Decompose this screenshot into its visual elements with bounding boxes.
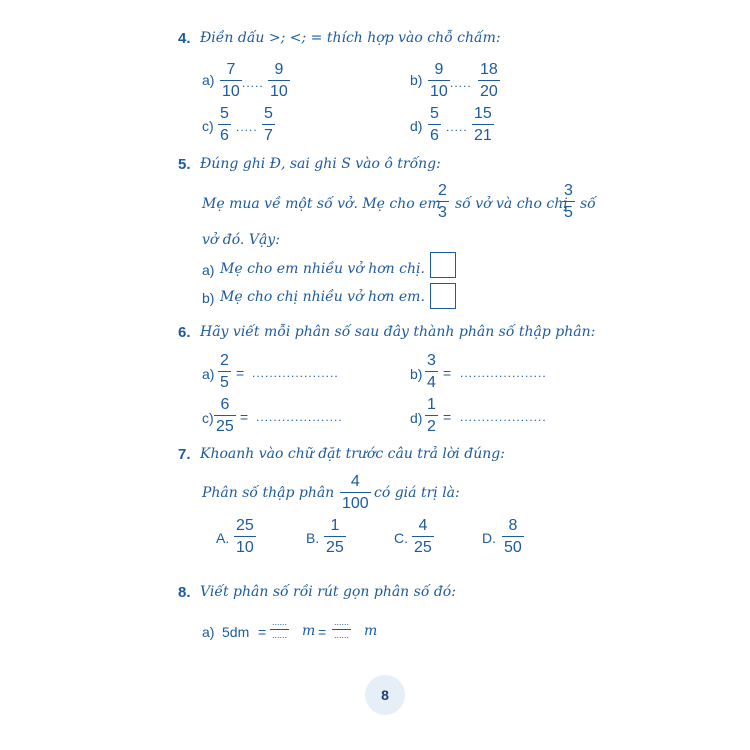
ex6-a-label: a) <box>202 366 215 382</box>
ex8-a-equals-2: = <box>318 624 327 640</box>
ex8-a-blank-fraction-2[interactable]: ...... ...... <box>334 617 350 640</box>
ex7-option-a-label[interactable]: A. <box>216 530 230 546</box>
ex8-number: 8. <box>178 584 191 601</box>
ex5-story-part1: Mẹ mua về một số vở. Mẹ cho em <box>202 196 441 212</box>
ex4-b-label: b) <box>410 72 423 88</box>
ex8-a-label: a) <box>202 624 215 640</box>
ex7-number: 7. <box>178 446 191 463</box>
ex4-d-left-fraction: $\frac{5}{6}$ <box>430 105 439 144</box>
ex6-c-answer-blank[interactable]: .................... <box>256 410 343 424</box>
ex4-b-dots[interactable]: ..... <box>450 76 472 90</box>
ex6-c-equals: = <box>240 409 249 425</box>
ex4-a-dots[interactable]: ..... <box>242 76 264 90</box>
ex6-b-answer-blank[interactable]: .................... <box>460 366 547 380</box>
ex4-c-right-fraction: $\frac{5}{7}$ <box>264 105 273 144</box>
ex4-a-left-fraction: $\frac{7}{10}$ <box>222 61 240 100</box>
ex7-option-d-fraction[interactable]: $\frac{8}{50}$ <box>504 517 522 556</box>
page-number-badge: 8 <box>365 675 405 715</box>
ex4-b-left-fraction: $\frac{9}{10}$ <box>430 61 448 100</box>
ex5-a-answer-box[interactable] <box>430 252 456 278</box>
ex6-d-fraction: $\frac{1}{2}$ <box>427 396 436 435</box>
ex6-a-fraction: $\frac{2}{5}$ <box>220 352 229 391</box>
ex5-story-part3: số <box>580 196 596 212</box>
ex4-c-label: c) <box>202 118 214 134</box>
ex4-instruction: Điền dấu >; <; = thích hợp vào chỗ chấm: <box>200 30 501 46</box>
ex4-number: 4. <box>178 30 191 47</box>
ex4-a-label: a) <box>202 72 215 88</box>
ex6-b-fraction: $\frac{3}{4}$ <box>427 352 436 391</box>
ex8-a-equals-1: = <box>258 624 267 640</box>
ex5-story-part2: số vở và cho chị <box>455 196 568 212</box>
ex5-a-label: a) <box>202 262 215 278</box>
ex7-option-c-fraction[interactable]: $\frac{4}{25}$ <box>414 517 432 556</box>
ex4-c-left-fraction: $\frac{5}{6}$ <box>220 105 229 144</box>
ex7-option-c-label[interactable]: C. <box>394 530 408 546</box>
ex7-option-d-label[interactable]: D. <box>482 530 496 546</box>
ex5-number: 5. <box>178 156 191 173</box>
ex6-d-equals: = <box>443 409 452 425</box>
ex6-d-label: d) <box>410 410 423 426</box>
ex4-d-label: d) <box>410 118 423 134</box>
ex5-instruction: Đúng ghi Đ, sai ghi S vào ô trống: <box>200 156 441 172</box>
ex6-a-answer-blank[interactable]: .................... <box>252 366 339 380</box>
ex6-d-answer-blank[interactable]: .................... <box>460 410 547 424</box>
ex5-b-answer-box[interactable] <box>430 283 456 309</box>
ex7-question-part2: có giá trị là: <box>374 485 460 501</box>
ex5-fraction-chi: $\frac{3}{5}$ <box>564 182 573 221</box>
ex4-a-right-fraction: $\frac{9}{10}$ <box>270 61 288 100</box>
ex4-d-dots[interactable]: ..... <box>446 120 468 134</box>
ex7-instruction: Khoanh vào chữ đặt trước câu trả lời đúng: <box>200 446 505 462</box>
ex6-b-label: b) <box>410 366 423 382</box>
ex6-instruction: Hãy viết mỗi phân số sau đây thành phân số thập phân: <box>200 324 596 340</box>
ex8-a-blank-fraction-1[interactable]: ...... ...... <box>272 617 288 640</box>
ex5-b-label: b) <box>202 290 215 306</box>
ex5-b-statement: Mẹ cho chị nhiều vở hơn em. <box>220 289 425 305</box>
ex4-d-right-fraction: $\frac{15}{21}$ <box>474 105 492 144</box>
ex5-a-statement: Mẹ cho em nhiều vở hơn chị. <box>220 261 425 277</box>
ex8-a-unit-2: m <box>364 623 378 639</box>
ex6-b-equals: = <box>443 365 452 381</box>
ex7-question-part1: Phân số thập phân <box>202 485 335 501</box>
ex5-story-line2: vở đó. Vậy: <box>202 232 280 248</box>
ex8-a-unit-1: m <box>302 623 316 639</box>
ex5-fraction-em: $\frac{2}{3}$ <box>438 182 447 221</box>
ex6-c-fraction: $\frac{6}{25}$ <box>216 396 234 435</box>
ex6-number: 6. <box>178 324 191 341</box>
ex8-a-value: 5dm <box>222 624 250 640</box>
ex7-option-b-fraction[interactable]: $\frac{1}{25}$ <box>326 517 344 556</box>
ex6-c-label: c) <box>202 410 214 426</box>
ex7-option-a-fraction[interactable]: $\frac{25}{10}$ <box>236 517 254 556</box>
ex4-c-dots[interactable]: ..... <box>236 120 258 134</box>
ex7-question-fraction: $\frac{4}{100}$ <box>342 473 369 512</box>
ex6-a-equals: = <box>236 365 245 381</box>
ex4-b-right-fraction: $\frac{18}{20}$ <box>480 61 498 100</box>
ex7-option-b-label[interactable]: B. <box>306 530 320 546</box>
ex8-instruction: Viết phân số rồi rút gọn phân số đó: <box>200 584 456 600</box>
